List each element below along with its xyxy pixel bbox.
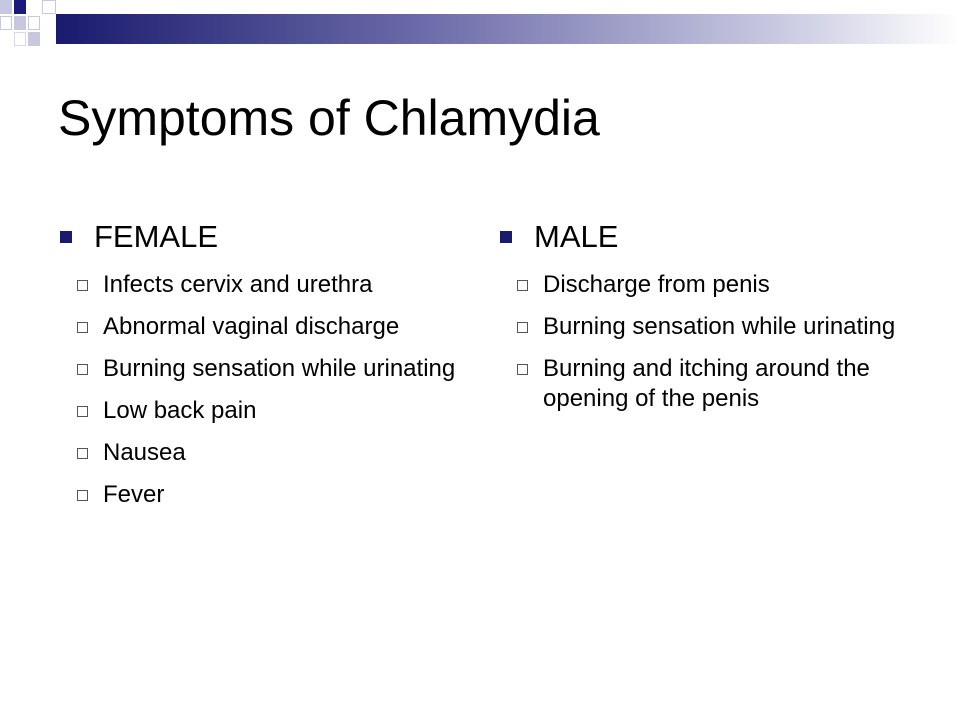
list-item — [60, 270, 460, 300]
hollow-square-bullet-icon — [517, 364, 528, 375]
decorative-square — [0, 0, 12, 14]
decorative-square — [0, 16, 12, 30]
list-item — [500, 270, 920, 300]
list-item — [500, 354, 920, 414]
female-symptom-list — [60, 270, 460, 510]
male-column — [500, 214, 920, 414]
male-symptom-list — [500, 270, 920, 414]
male-heading: MALE — [534, 219, 619, 254]
list-item-text: Burning sensation while urinating — [543, 313, 896, 340]
slide-title: Symptoms of Chlamydia — [58, 90, 600, 146]
female-heading: FEMALE — [94, 219, 219, 254]
decorative-square — [14, 32, 26, 46]
hollow-square-bullet-icon — [77, 280, 88, 291]
list-item — [60, 438, 460, 468]
list-item — [60, 396, 460, 426]
hollow-square-bullet-icon — [517, 280, 528, 291]
decorative-square — [14, 16, 26, 30]
list-item-text: Low back pain — [103, 397, 257, 424]
decorative-square — [42, 0, 56, 14]
hollow-square-bullet-icon — [77, 448, 88, 459]
hollow-square-bullet-icon — [77, 490, 88, 501]
hollow-square-bullet-icon — [77, 364, 88, 375]
list-item-text: Burning and itching around the opening of the penis — [543, 355, 870, 412]
header-banner — [56, 14, 960, 44]
square-bullet-icon — [60, 231, 72, 243]
list-item-text: Burning sensation while urinating — [103, 355, 456, 382]
list-item-text: Infects cervix and urethra — [103, 271, 373, 298]
hollow-square-bullet-icon — [77, 322, 88, 333]
square-bullet-icon — [500, 231, 512, 243]
decorative-square — [14, 0, 26, 14]
list-item-text: Fever — [103, 481, 165, 508]
list-item — [60, 312, 460, 342]
hollow-square-bullet-icon — [517, 322, 528, 333]
list-item-text: Nausea — [103, 439, 186, 466]
male-heading-row — [500, 214, 920, 260]
decorative-square — [28, 16, 40, 30]
female-column — [60, 214, 460, 510]
list-item — [500, 312, 920, 342]
list-item-text: Discharge from penis — [543, 271, 770, 298]
list-item — [60, 480, 460, 510]
female-heading-row — [60, 214, 460, 260]
decorative-square — [28, 32, 40, 46]
list-item-text: Abnormal vaginal discharge — [103, 313, 400, 340]
list-item — [60, 354, 460, 384]
hollow-square-bullet-icon — [77, 406, 88, 417]
